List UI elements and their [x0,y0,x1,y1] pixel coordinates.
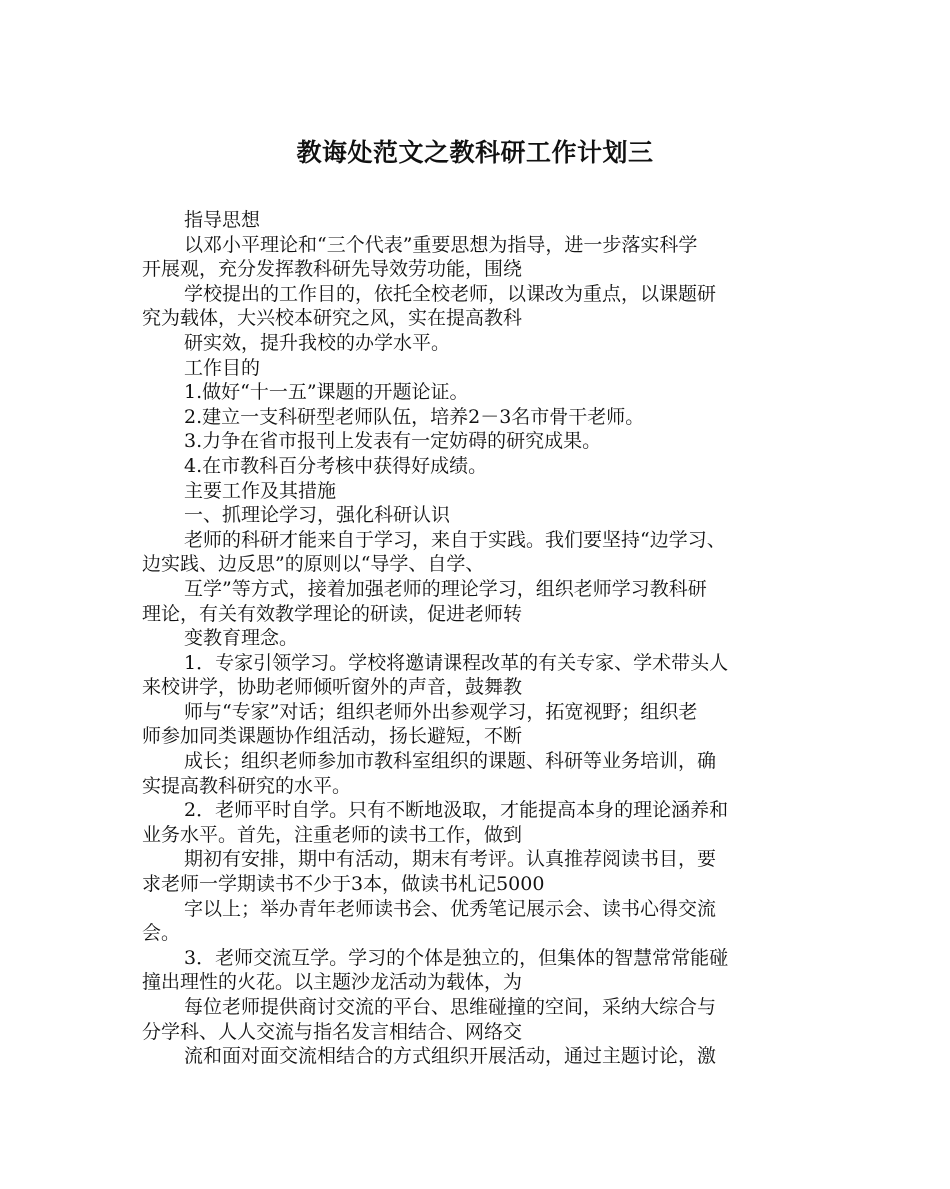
text-line: 一、抓理论学习，强化科研认识 [184,504,451,527]
text-line: 期初有安排，期中有活动，期末有考评。认真推荐阅读书目，要 [184,848,717,871]
text-line: 师参加同类课题协作组活动，扬长避短，不断 [142,725,523,748]
text-line: 指导思想 [184,209,261,231]
text-line: 1．专家引领学习。学校将邀请课程改革的有关专家、学术带头人 [184,651,729,674]
text-line: 师与“专家”对话；组织老师外出参观学习，拓宽视野；组织老 [184,700,698,723]
text-line: 撞出理性的火花。以主题沙龙活动为载体，为 [142,971,523,994]
text-line: 学校提出的工作目的，依托全校老师，以课改为重点，以课题研 [184,282,717,305]
text-line: 4.在市教科百分考核中获得好成绩。 [184,454,488,477]
text-line: 实提高教科研究的水平。 [142,774,352,797]
text-line: 工作目的 [184,356,261,379]
text-line: 理论，有关有效教学理论的研读，促进老师转 [142,602,523,625]
text-line: 每位老师提供商讨交流的平台、思维碰撞的空间，采纳大综合与 [184,996,717,1018]
text-line: 求老师一学期读书不少于3本，做读书札记5000 [142,873,545,896]
text-line: 变教育理念。 [184,627,299,650]
text-line: 来校讲学，协助老师倾听窗外的声音，鼓舞教 [142,676,523,699]
text-line: 流和面对面交流相结合的方式组织开展活动，通过主题讨论，激 [184,1045,717,1068]
text-line: 3．老师交流互学。学习的个体是独立的，但集体的智慧常常能碰 [184,946,729,969]
text-line: 开展观，充分发挥教科研先导效劳功能，围绕 [142,258,523,281]
text-line: 分学科、人人交流与指名发言相结合、网络交 [142,1020,523,1043]
text-line: 2．老师平时自学。只有不断地汲取，才能提高本身的理论涵养和 [184,799,729,822]
text-line: 1.做好“十一五”课题的开题论证。 [184,381,469,404]
text-line: 主要工作及其措施 [184,479,337,502]
text-line: 成长；组织老师参加市教科室组织的课题、科研等业务培训，确 [184,750,717,773]
text-line: 2.建立一支科研型老师队伍，培养2－3名市骨干老师。 [184,405,645,428]
text-line: 会。 [142,922,181,945]
text-line: 3.力争在省市报刊上发表有一定妨碍的研究成果。 [184,430,602,453]
text-line: 研实效，提升我校的办学水平。 [184,331,451,354]
text-line: 老师的科研才能来自于学习，来自于实践。我们要坚持“边学习、 [184,528,726,551]
text-line: 互学”等方式，接着加强老师的理论学习，组织老师学习教科研 [184,577,707,600]
text-line: 业务水平。首先，注重老师的读书工作，做到 [142,823,523,846]
text-line: 边实践、边反思”的原则以“导学、自学、 [142,553,485,576]
document-title: 教诲处范文之教科研工作计划三 [296,138,654,167]
text-line: 字以上；举办青年老师读书会、优秀笔记展示会、读书心得交流 [184,897,717,920]
document-body [142,208,822,1069]
text-line: 以邓小平理论和“三个代表”重要思想为指导，进一步落实科学 [184,233,698,256]
text-line: 究为载体，大兴校本研究之风，实在提高教科 [142,307,523,330]
